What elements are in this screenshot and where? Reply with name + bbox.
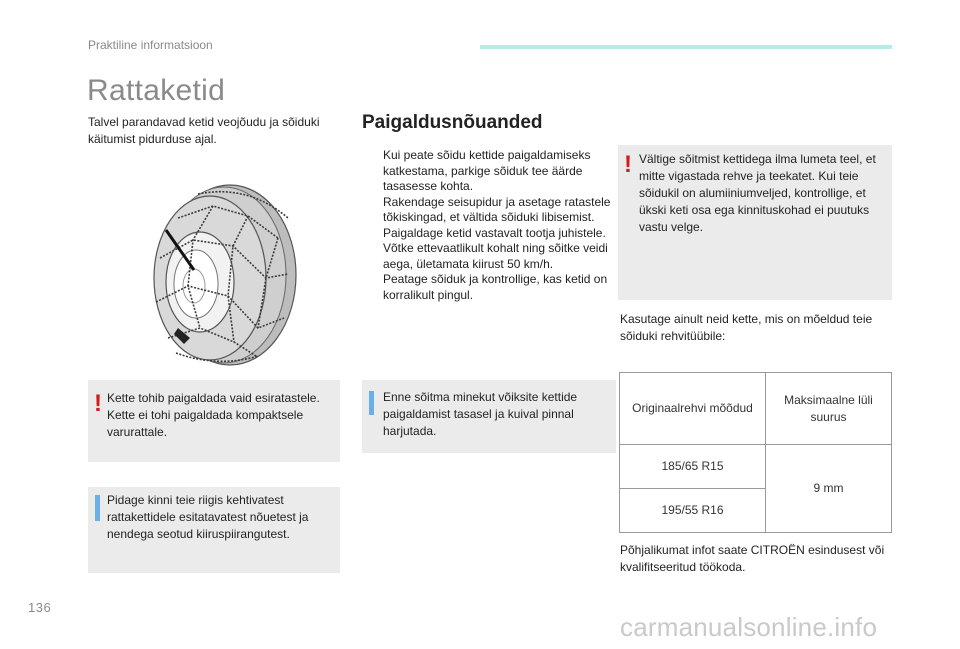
table-header-tire-size: Originaalrehvi mõõdud (620, 373, 766, 445)
info-box-left (88, 487, 340, 573)
chain-size-table (619, 372, 892, 533)
advice-heading: Paigaldusnõuanded (362, 112, 543, 133)
table-header-link-size: Maksimaalne lüli suurus (766, 373, 892, 445)
page-number: 136 (28, 600, 52, 615)
list-item: Peatage sõiduk ja kontrollige, kas ketid on korralikult pingul. (383, 272, 608, 302)
table-cell-link-size: 9 mm (766, 445, 892, 533)
info-left-text: Pidage kinni teie riigis kehtivatest rattakettidele esitatavatest nõuetest ja nendega seotud kiiruspiirangutest. (107, 493, 309, 541)
list-item: Rakendage seisupidur ja asetage ratastele tõkiskingad, et vältida sõiduki libisemist. (383, 194, 611, 224)
info-icon (369, 391, 374, 415)
exclamation-icon: ! (624, 151, 632, 178)
exclamation-icon: ! (94, 390, 102, 417)
intro-text: Talvel parandavad ketid veojõudu ja sõiduki käitumist pidurduse ajal. (88, 115, 320, 146)
list-item: Paigaldage ketid vastavalt tootja juhistele. (383, 225, 606, 240)
header-accent-bar (480, 45, 892, 49)
warning-left-text: Kette tohib paigaldada vaid esiratastele. Kette ei tohi paigaldada kompaktsele varurattale. (107, 391, 320, 439)
footer-note: Põhjalikumat infot saate CITROËN esindusest või kvalifitseeritud töökoda. (620, 543, 885, 574)
warning-box-left (88, 380, 340, 462)
list-item: Võtke ettevaatlikult kohalt ning sõitke veidi aega, ületamata kiirust 50 km/h. (383, 241, 608, 271)
usage-text: Kasutage ainult neid kette, mis on mõeldud teie sõiduki rehvitüübile: (620, 312, 873, 343)
info-icon (95, 495, 100, 521)
watermark-text: carmanualsonline.info (620, 612, 878, 642)
info-middle-text: Enne sõitma minekut võiksite kettide paigaldamist tasasel ja kuival pinnal harjutada. (383, 390, 578, 438)
info-box-middle (362, 380, 616, 453)
warning-box-right (618, 145, 892, 300)
table-cell-tire-size: 195/55 R16 (620, 489, 766, 533)
list-item: Kui peate sõidu kettide paigaldamiseks katkestama, parkige sõiduk tee äärde tasasesse kohta. (383, 148, 591, 193)
section-label: Praktiline informatsioon (88, 38, 213, 52)
advice-list (362, 148, 617, 303)
warning-right-text: Vältige sõitmist kettidega ilma lumeta teel, et mitte vigastada rehve ja teekatet. Kui teie sõidukil on alumiiniumveljed, kontrollige, et ükski keti osa ega kinnituskohad ei puutuks vastu velge. (639, 152, 876, 234)
page-title: Rattaketid (87, 74, 226, 107)
table-cell-tire-size: 185/65 R15 (620, 445, 766, 489)
tire-chain-illustration (138, 178, 300, 368)
